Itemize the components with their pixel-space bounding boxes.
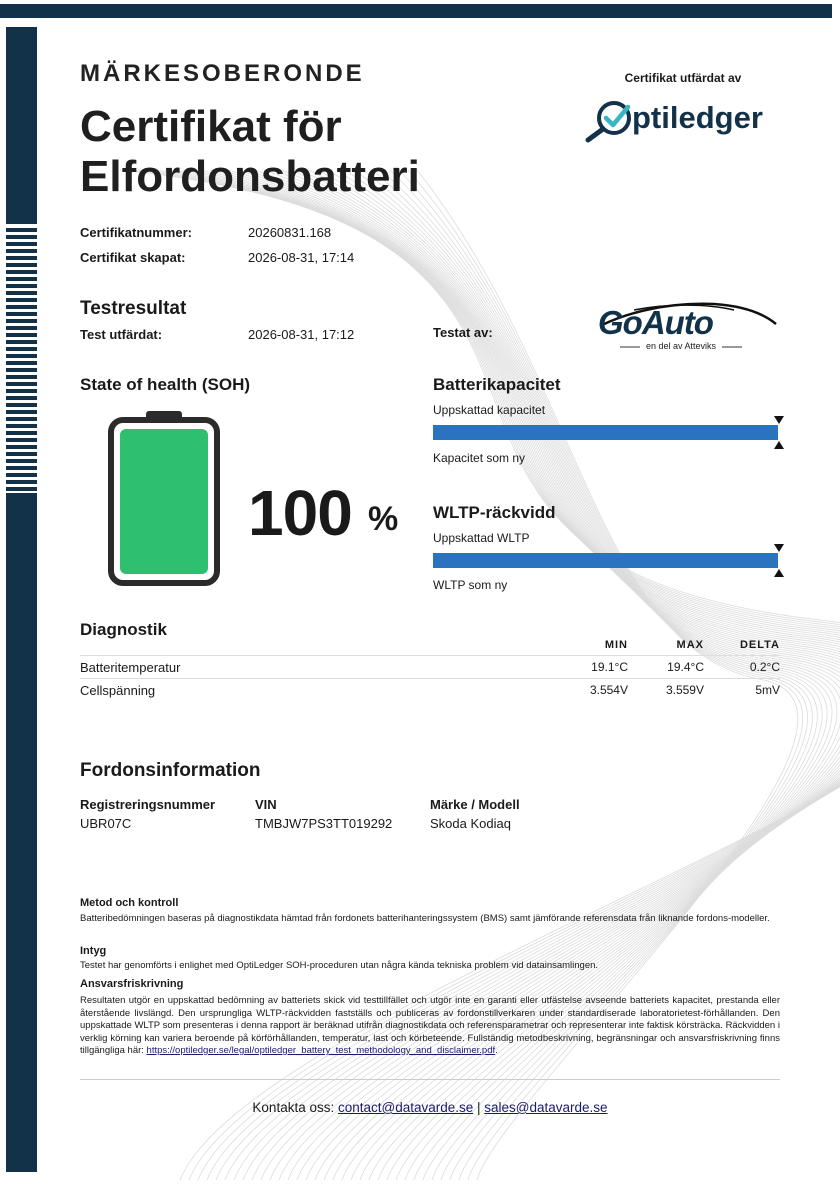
attest-text: Testet har genomförts i enlighet med OptiLedger SOH-proceduren utan några kända tekniska problem vid datainsamlingen. (80, 960, 599, 971)
page-title: Certifikat för Elfordonsbatteri (80, 102, 420, 201)
goauto-logo-subtext: en del av Atteviks (646, 341, 717, 351)
disclaimer-block (80, 995, 780, 1058)
diag-col-max: MAX (676, 639, 704, 651)
battery-icon (108, 410, 220, 586)
disclaimer-heading: Ansvarsfriskrivning (80, 978, 184, 990)
vin-value: TMBJW7PS3TT019292 (255, 816, 393, 831)
vin-label: VIN (255, 797, 277, 812)
model-label: Märke / Modell (430, 797, 520, 812)
wltp-heading: WLTP-räckvidd (433, 503, 556, 522)
wltp-bar-fill (433, 553, 778, 568)
method-heading: Metod och kontroll (80, 897, 179, 909)
contact-line (80, 1100, 780, 1115)
diagnostics-heading: Diagnostik (80, 620, 167, 639)
diag-row-min: 3.554V (589, 683, 628, 697)
disclaimer-end: . (495, 1045, 498, 1056)
goauto-logo (594, 300, 780, 356)
diag-row-delta: 0.2°C (749, 660, 780, 674)
method-text: Batteribedömningen baseras på diagnostikdata hämtad från fordonets batterihanteringssystem (BMS) samt jämförande referensdata från liknande fordons-modeller. (80, 913, 770, 924)
methodology-link[interactable]: https://optiledger.se/legal/optiledger_battery_test_methodology_and_disclaimer.pdf (146, 1045, 496, 1056)
soh-unit: % (368, 500, 399, 538)
reg-value: UBR07C (80, 816, 132, 831)
soh-heading: State of health (SOH) (80, 375, 251, 394)
sidebar-band-bottom (6, 493, 37, 1172)
diag-row-max: 3.559V (665, 683, 704, 697)
footer-divider (80, 1079, 780, 1080)
wltp-estimated-label: Uppskattad WLTP (433, 531, 530, 545)
diag-row-name: Batteritemperatur (80, 660, 181, 675)
wltp-estimated-marker-icon (774, 544, 784, 552)
wltp-bar (433, 553, 778, 568)
sales-email-link[interactable]: sales@datavarde.se (484, 1100, 608, 1115)
diag-row-delta: 5mV (755, 683, 780, 697)
wltp-new-marker-icon (774, 569, 784, 577)
certificate-kicker: MÄRKESOBERONDE (80, 60, 365, 87)
attest-heading: Intyg (80, 945, 107, 957)
issued-by-label: Certifikat utfärdat av (624, 71, 742, 85)
certificate-number: 20260831.168 (248, 225, 332, 240)
soh-value: 100 (248, 477, 352, 549)
diag-divider (80, 655, 780, 656)
diag-col-delta: DELTA (739, 639, 780, 651)
diag-row-name: Cellspänning (80, 683, 156, 698)
contact-separator: | (473, 1100, 485, 1115)
capacity-bar-fill (433, 425, 778, 440)
test-issued-label: Test utfärdat: (80, 327, 163, 342)
diag-row-max: 19.4°C (667, 660, 704, 674)
capacity-estimated-marker-icon (774, 416, 784, 424)
wltp-new-label: WLTP som ny (433, 578, 508, 592)
diag-divider (80, 678, 780, 679)
capacity-new-marker-icon (774, 441, 784, 449)
contact-label: Kontakta oss: (252, 1100, 338, 1115)
certificate-number-label: Certifikatnummer: (80, 225, 192, 240)
test-issued: 2026-08-31, 17:12 (248, 327, 355, 342)
diag-col-min: MIN (604, 639, 628, 651)
tested-by-label: Testat av: (433, 325, 493, 340)
test-results-heading: Testresultat (80, 298, 187, 319)
model-value: Skoda Kodiaq (430, 816, 511, 831)
top-bar (0, 4, 832, 18)
sidebar-stripes (6, 228, 37, 493)
diag-row-min: 19.1°C (591, 660, 628, 674)
reg-label: Registreringsnummer (80, 797, 216, 812)
optiledger-logo (584, 96, 784, 144)
certificate-created-label: Certifikat skapat: (80, 250, 186, 265)
contact-email-link[interactable]: contact@datavarde.se (337, 1100, 474, 1115)
goauto-logo-text: GoAuto (598, 304, 713, 341)
sidebar-band-top (6, 27, 37, 224)
capacity-estimated-label: Uppskattad kapacitet (433, 403, 546, 417)
capacity-new-label: Kapacitet som ny (433, 451, 526, 465)
capacity-bar (433, 425, 778, 440)
vehicle-heading: Fordonsinformation (80, 760, 261, 781)
certificate-created: 2026-08-31, 17:14 (248, 250, 355, 265)
optiledger-logo-text: ptiledger (632, 100, 763, 135)
capacity-heading: Batterikapacitet (433, 375, 561, 394)
disclaimer-text: Resultaten utgör en uppskattad bedömning av batteriets skick vid testtillfället och utgör inte en garanti eller utfästelse avseende batteriets kapacitet, prestanda eller återstående livslängd. Den ursprungliga WLTP-räckvidden fastställs och publiceras av fordonstillverkaren under standardiserade laboratorietest-förhållanden. Den uppskattade WLTP som presenteras i denna rapport är beräknad utifrån diagnostikdata och referensparametrar och representerar inte faktisk körsträcka. Räckvidden i verklig körning kan variera beroende på körförhållanden, temperatur, last och körbeteende. Fullständig metodbeskrivning, begränsningar och ansvarsfriskrivning finns tillgängliga här: (80, 995, 780, 1056)
